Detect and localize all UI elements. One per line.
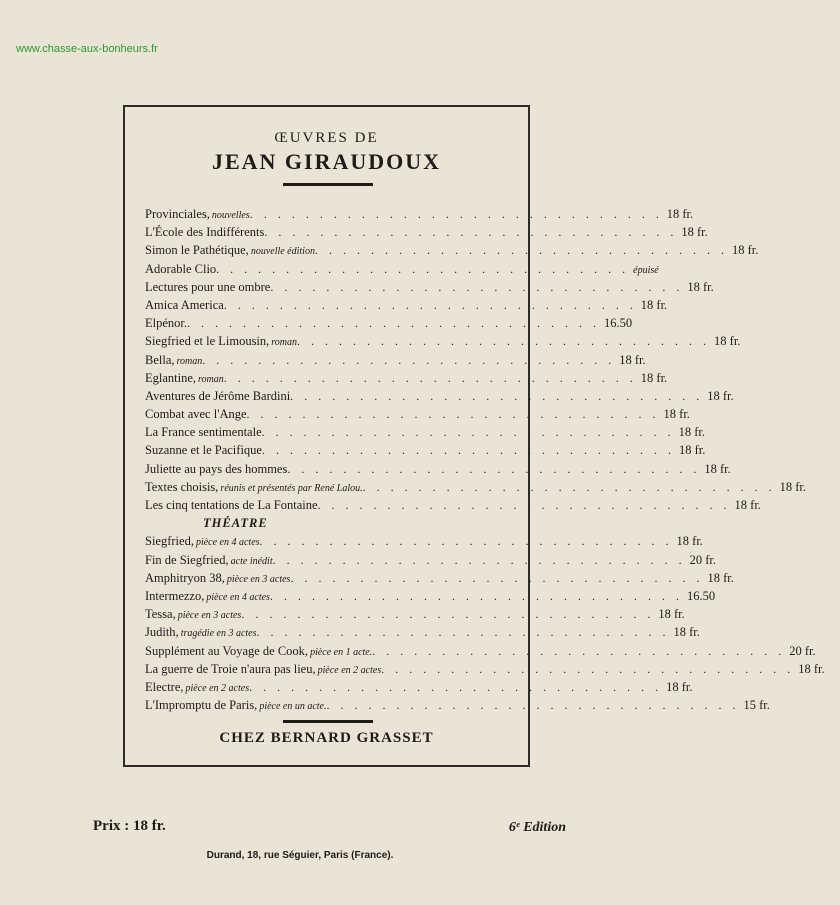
- work-price: 18 fr.: [707, 388, 734, 403]
- list-item: [145, 551, 716, 569]
- list-item: [145, 441, 706, 459]
- work-note: pièce en 4 actes: [195, 537, 260, 549]
- work-price: 20 fr.: [689, 552, 716, 567]
- work-price: 20 fr.: [789, 643, 816, 658]
- work-price: 18 fr.: [666, 679, 693, 694]
- work-price: 18 fr.: [681, 225, 708, 240]
- dot-leader: . . . . . . . . . . . . . . . . . . . . . . . . . . . . . .: [202, 352, 616, 367]
- theatre-heading: THÉATRE: [203, 516, 268, 531]
- dot-leader: . . . . . . . . . . . . . . . . . . . . . . . . . . . . . .: [249, 679, 663, 694]
- work-note: nouvelle édition: [250, 246, 315, 258]
- work-price: 18 fr.: [704, 461, 731, 476]
- list-item: [145, 569, 734, 587]
- work-title: Tessa,: [145, 607, 176, 622]
- work-title: Eglantine,: [145, 370, 197, 385]
- list-item: [145, 278, 714, 296]
- dot-leader: . . . . . . . . . . . . . . . . . . . . . . . . . . . . . .: [270, 279, 684, 294]
- work-price: 16.50: [604, 316, 633, 331]
- list-item: [145, 660, 825, 678]
- work-title: Amica America: [145, 297, 224, 312]
- work-price: 18 fr.: [678, 425, 706, 440]
- work-price: 18 fr.: [676, 534, 703, 549]
- work-price: 18 fr.: [678, 443, 706, 458]
- work-price: 18 fr.: [687, 279, 714, 294]
- work-title: L'École des Indifférents: [145, 225, 265, 240]
- dot-leader: . . . . . . . . . . . . . . . . . . . . . . . . . . . . . .: [223, 370, 637, 385]
- printer-address: Durand, 18, rue Séguier, Paris (France).: [206, 850, 394, 861]
- list-item: [145, 260, 659, 278]
- work-note: pièce en 2 actes: [317, 664, 382, 676]
- dot-leader: . . . . . . . . . . . . . . . . . . . . . . . . . . . . . .: [216, 261, 630, 276]
- list-item: [145, 314, 633, 332]
- works-heading: ŒUVRES DE: [274, 130, 379, 146]
- list-item: [145, 241, 759, 259]
- work-price: 18 fr.: [714, 334, 741, 349]
- work-title: Supplément au Voyage de Cook,: [145, 643, 309, 658]
- work-title: Electre,: [145, 679, 184, 694]
- list-item: [145, 496, 761, 514]
- work-title: Siegfried,: [145, 534, 194, 549]
- work-note: roman: [198, 373, 224, 385]
- list-item: [145, 587, 716, 605]
- work-note: pièce en 4 actes: [206, 591, 270, 603]
- list-item: [145, 351, 646, 369]
- work-title: Fin de Siegfried,: [145, 552, 229, 567]
- dot-leader: . . . . . . . . . . . . . . . . . . . . . . . . . . . . . .: [261, 443, 675, 458]
- dot-leader: . . . . . . . . . . . . . . . . . . . . . . . . . . . . . .: [264, 225, 678, 240]
- list-item: [145, 460, 731, 478]
- list-item: [145, 332, 741, 350]
- work-title: La guerre de Troie n'aura pas lieu,: [145, 661, 316, 676]
- work-title: Bella,: [145, 352, 175, 367]
- work-title: L'Impromptu de Paris,: [145, 698, 258, 713]
- list-item: [145, 405, 690, 423]
- work-note: pièce en 1 acte.: [310, 646, 373, 658]
- work-title: Combat avec l'Ange: [145, 407, 247, 422]
- dot-leader: . . . . . . . . . . . . . . . . . . . . . . . . . . . . . .: [259, 534, 673, 549]
- work-price: 18 fr.: [663, 407, 690, 422]
- work-title: Siegfried et le Limousin,: [145, 334, 270, 349]
- work-title: Aventures de Jérôme Bardini: [145, 388, 291, 403]
- work-price: 18 fr.: [666, 207, 694, 221]
- work-price: 18 fr.: [658, 607, 685, 622]
- work-title: Amphitryon 38,: [145, 570, 225, 585]
- watermark-url[interactable]: www.chasse-aux-bonheurs.fr: [16, 43, 158, 55]
- dot-leader: . . . . . . . . . . . . . . . . . . . . . . . . . . . . . .: [269, 588, 683, 603]
- works-list: [145, 205, 825, 714]
- list-item: [145, 296, 668, 314]
- dot-leader: . . . . . . . . . . . . . . . . . . . . . . . . . . . . . .: [317, 498, 731, 512]
- bottom-rule: [283, 720, 373, 723]
- list-item: [145, 696, 770, 714]
- dot-leader: . . . . . . . . . . . . . . . . . . . . . . . . . . . . . .: [272, 552, 686, 567]
- list-item: [145, 205, 694, 223]
- catalog-frame: [123, 105, 825, 767]
- work-price: 18 fr.: [779, 479, 807, 494]
- work-title: Elpénor.: [145, 316, 188, 331]
- publisher-name: CHEZ BERNARD GRASSET: [219, 730, 434, 746]
- dot-leader: . . . . . . . . . . . . . . . . . . . . . . . . . . . . . .: [241, 607, 655, 622]
- work-title: Judith,: [145, 625, 179, 640]
- work-note: pièce en 3 actes: [226, 573, 291, 585]
- work-price: 18 fr.: [734, 498, 761, 512]
- dot-leader: . . . . . . . . . . . . . . . . . . . . . . . . . . . . . .: [187, 316, 601, 331]
- work-price: 15 fr.: [743, 698, 770, 713]
- author-name: JEAN GIRAUDOUX: [211, 149, 442, 174]
- work-title: La France sentimentale: [145, 425, 262, 440]
- work-title: Les cinq tentations de La Fontaine: [145, 498, 318, 512]
- work-note: roman: [176, 355, 203, 367]
- dot-leader: . . . . . . . . . . . . . . . . . . . . . . . . . . . . . .: [290, 570, 704, 585]
- dot-leader: . . . . . . . . . . . . . . . . . . . . . . . . . . . . . .: [290, 388, 704, 403]
- dot-leader: . . . . . . . . . . . . . . . . . . . . . . . . . . . . . .: [372, 643, 786, 658]
- work-title: Lectures pour une ombre: [145, 279, 271, 294]
- work-price: épuisé: [633, 264, 659, 276]
- work-title: Intermezzo,: [145, 588, 205, 603]
- work-note: tragédie en 3 actes: [180, 628, 257, 640]
- work-note: pièce en un acte.: [259, 701, 327, 713]
- work-title: Simon le Pathétique,: [145, 243, 249, 258]
- list-item: [145, 369, 668, 387]
- list-item: [145, 223, 708, 241]
- list-item: [145, 478, 807, 496]
- price-label: Prix : 18 fr.: [93, 818, 166, 834]
- work-note: nouvelles: [211, 210, 250, 221]
- list-item: [145, 423, 706, 441]
- dot-leader: . . . . . . . . . . . . . . . . . . . . . . . . . . . . . .: [314, 243, 728, 258]
- dot-leader: . . . . . . . . . . . . . . . . . . . . . . . . . . . . . .: [287, 461, 701, 476]
- list-item: [145, 605, 685, 623]
- dot-leader: . . . . . . . . . . . . . . . . . . . . . . . . . . . . . .: [261, 425, 675, 440]
- dot-leader: . . . . . . . . . . . . . . . . . . . . . . . . . . . . . .: [381, 661, 795, 676]
- list-item: [145, 623, 700, 641]
- list-item: [145, 532, 703, 550]
- work-title: Provinciales,: [145, 207, 210, 221]
- work-price: 16.50: [686, 588, 716, 603]
- work-price: 18 fr.: [673, 625, 700, 640]
- dot-leader: . . . . . . . . . . . . . . . . . . . . . . . . . . . . . .: [362, 479, 776, 494]
- work-title: Textes choisis,: [145, 479, 219, 494]
- dot-leader: . . . . . . . . . . . . . . . . . . . . . . . . . . . . . .: [297, 334, 711, 349]
- list-item: [145, 387, 734, 405]
- work-title: Juliette au pays des hommes: [145, 461, 288, 476]
- work-note: pièce en 3 actes: [177, 610, 242, 622]
- list-item: [145, 642, 816, 660]
- dot-leader: . . . . . . . . . . . . . . . . . . . . . . . . . . . . . .: [223, 297, 637, 312]
- dot-leader: . . . . . . . . . . . . . . . . . . . . . . . . . . . . . .: [256, 625, 670, 640]
- work-note: acte inédit: [230, 555, 273, 567]
- work-title: Adorable Clio: [145, 261, 217, 276]
- top-rule: [283, 183, 373, 186]
- list-item: [145, 678, 693, 696]
- work-price: 18 fr.: [640, 297, 668, 312]
- work-price: 18 fr.: [798, 661, 825, 676]
- dot-leader: . . . . . . . . . . . . . . . . . . . . . . . . . . . . . .: [326, 698, 740, 713]
- work-price: 18 fr.: [731, 243, 759, 258]
- dot-leader: . . . . . . . . . . . . . . . . . . . . . . . . . . . . . .: [249, 207, 663, 221]
- edition-label: 6ᵉ Edition: [508, 820, 566, 835]
- dot-leader: . . . . . . . . . . . . . . . . . . . . . . . . . . . . . .: [246, 407, 660, 422]
- work-price: 18 fr.: [640, 370, 668, 385]
- work-note: roman: [271, 337, 298, 349]
- work-note: réunis et présentés par René Lalou.: [220, 482, 363, 494]
- work-price: 18 fr.: [707, 570, 734, 585]
- work-price: 18 fr.: [619, 352, 646, 367]
- work-note: pièce en 2 actes: [185, 682, 250, 694]
- work-title: Suzanne et le Pacifique: [145, 443, 262, 458]
